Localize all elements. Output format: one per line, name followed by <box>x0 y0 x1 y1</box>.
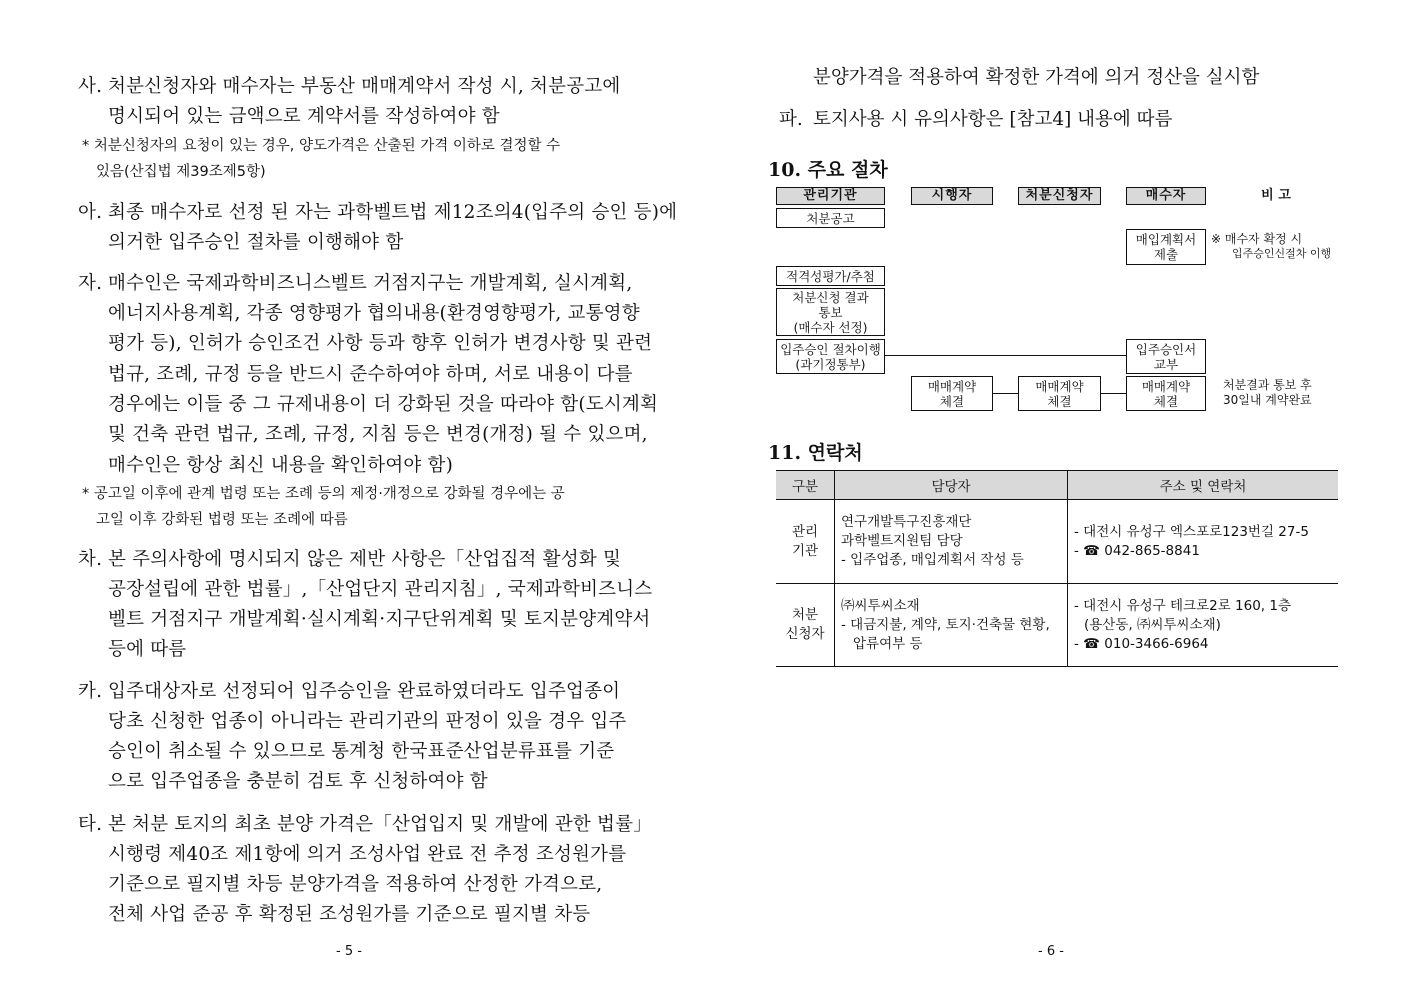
cell-line: 과학벨트지원팀 담당 <box>841 533 963 549</box>
item-line: 기준으로 필지별 차등 분양가격을 적용하여 산정한 가격으로, <box>108 874 603 895</box>
item-line: 당초 신청한 업종이 아니라는 관리기관의 판정이 있을 경우 입주 <box>108 711 627 732</box>
item-line: 으로 입주업종을 충분히 검토 후 신청하여야 함 <box>108 771 488 792</box>
flow-header-agency: 관리기관 <box>776 187 885 205</box>
flow-box-contract-buyer <box>1126 376 1206 411</box>
table-row <box>776 500 1338 584</box>
flow-box-approval-process <box>776 339 885 374</box>
row-person <box>835 500 1068 584</box>
item-line: 매수인은 국제과학비즈니스벨트 거점지구는 개발계획, 실시계획, <box>108 273 633 294</box>
flow-box-text: 입주승인 절차이행 <box>780 341 881 357</box>
table-header-row <box>776 471 1338 500</box>
contact-table <box>776 470 1338 667</box>
item-line: 본 처분 토지의 최초 분양 가격은「산업입지 및 개발에 관한 법률」 <box>108 814 652 835</box>
row-person <box>835 584 1068 667</box>
flow-box-text: 매입계획서 <box>1135 232 1197 247</box>
flow-box-result-notice <box>776 288 885 336</box>
flow-box-notice <box>776 208 885 228</box>
cell-line: (용산동, ㈜씨투씨소재) <box>1084 616 1221 633</box>
cell-line: - 대전시 유성구 테크로2로 160, 1층 <box>1074 597 1292 614</box>
cell-line: - 입주업종, 매입계획서 작성 등 <box>841 552 1024 568</box>
cell-line: - 대전시 유성구 엑스포로123번길 27-5 <box>1074 523 1309 540</box>
flow-box-text: 체결 <box>1153 393 1179 409</box>
flow-box-text: 통보 <box>818 304 843 320</box>
item-line: 토지사용 시 유의사항은 [참고4] 내용에 따름 <box>813 109 1173 130</box>
flow-box-text: 매매계약 <box>1141 378 1191 394</box>
item-line: 입주대상자로 선정되어 입주승인을 완료하였더라도 입주업종이 <box>108 681 621 702</box>
flow-header-remarks: 비 고 <box>1261 188 1291 203</box>
flow-box-text: 입주승인서 <box>1135 341 1197 357</box>
flow-note-line: 처분결과 통보 후 <box>1223 378 1312 392</box>
item-label: 파. <box>779 109 803 130</box>
item-line: 시행령 제40조 제1항에 의거 조성사업 완료 전 추정 조성원가를 <box>108 844 627 865</box>
cell-line: 처분 <box>791 607 819 623</box>
flow-connector <box>992 393 1018 394</box>
flow-box-text: (과기정통부) <box>795 356 866 372</box>
cell-line: 관리 <box>791 523 819 540</box>
item-line: 전체 사업 준공 후 확정된 조성원가를 기준으로 필지별 차등 <box>108 904 591 925</box>
table-row <box>776 584 1338 667</box>
cell-line: - 대금지불, 계약, 토지·건축물 현황, <box>841 616 1050 633</box>
flow-box-text: (매수자 선정) <box>793 319 868 335</box>
flow-box-text: 체결 <box>939 393 965 409</box>
header-person: 담당자 <box>835 471 1068 500</box>
note-line: * 공고일 이후에 관계 법령 또는 조례 등의 제정·개정으로 강화될 경우에는 공 <box>82 486 565 502</box>
flow-box-text: 체결 <box>1047 393 1072 409</box>
item-label: 타. <box>78 814 103 835</box>
page-number: - 6 - <box>1038 944 1064 959</box>
cell-line: ㈜씨투씨소재 <box>841 597 920 614</box>
item-line: 평가 등), 인허가 승인조건 사항 등과 향후 인허가 변경사항 및 관련 <box>108 333 653 354</box>
item-line: 본 주의사항에 명시되지 않은 제반 사항은「산업집적 활성화 및 <box>108 549 622 570</box>
item-line: 매수인은 항상 최신 내용을 확인하여야 함) <box>108 455 454 476</box>
item-label: 사. <box>78 76 103 97</box>
flow-box-contract-operator <box>911 376 993 411</box>
item-label: 자. <box>78 273 103 294</box>
item-line: 처분신청자와 매수자는 부동산 매매계약서 작성 시, 처분공고에 <box>108 76 621 97</box>
item-line: 에너지사용계획, 각종 영향평가 협의내용(환경영향평가, 교통영향 <box>108 303 640 324</box>
item-line: 승인이 취소될 수 있으므로 통계청 한국표준산업분류표를 기준 <box>108 741 615 762</box>
item-line: 및 건축 관련 법규, 조례, 규정, 지침 등은 변경(개정) 될 수 있으며, <box>108 424 648 445</box>
flow-box-text: 적격성평가/추첨 <box>786 268 875 284</box>
flow-note-line: ※ 매수자 확정 시 <box>1211 232 1303 246</box>
item-label: 카. <box>78 681 103 702</box>
flow-box-text: 매매계약 <box>927 378 977 394</box>
cell-line: - ☎ 010-3466-6964 <box>1074 635 1209 652</box>
item-line: 명시되어 있는 금액으로 계약서를 작성하여야 함 <box>108 106 500 127</box>
flow-box-text: 교부 <box>1153 356 1179 372</box>
flow-box-text: 처분신청 결과 <box>792 289 869 305</box>
cell-line: 연구개발특구진흥재단 <box>841 514 972 530</box>
row-address <box>1068 584 1339 667</box>
item-line: 최종 매수자로 선정 된 자는 과학벨트법 제12조의4(입주의 승인 등)에 <box>108 202 678 223</box>
flow-box-text: 처분공고 <box>806 210 855 226</box>
header-category: 구분 <box>776 471 835 500</box>
row-address <box>1068 500 1339 584</box>
flow-connector <box>1100 393 1126 394</box>
flow-header-buyer: 매수자 <box>1126 187 1206 205</box>
item-label: 차. <box>78 549 103 570</box>
note-line: 고일 이후 강화된 법령 또는 조례에 따름 <box>96 512 348 528</box>
flow-box-purchase-plan <box>1126 229 1206 265</box>
flow-box-text: 제출 <box>1153 247 1179 262</box>
cell-line: 기관 <box>791 542 819 559</box>
flow-box-contract-applicant <box>1018 376 1101 411</box>
section-10-title: 10. 주요 절차 <box>768 159 888 181</box>
cell-line: - ☎ 042-865-8841 <box>1074 542 1200 559</box>
row-category <box>776 584 835 667</box>
cell-line: 압류여부 등 <box>853 635 923 652</box>
flow-box-text: 매매계약 <box>1035 378 1084 394</box>
item-line: 의거한 입주승인 절차를 이행해야 함 <box>108 232 404 253</box>
flow-box-evaluation <box>776 266 885 286</box>
item-line: 공장설립에 관한 법률」,「산업단지 관리지침」, 국제과학비즈니스 <box>108 579 653 600</box>
item-label: 아. <box>78 202 103 223</box>
flow-connector <box>884 355 1126 356</box>
section-11-title: 11. 연락처 <box>768 442 863 464</box>
flow-header-applicant: 처분신청자 <box>1018 187 1101 205</box>
note-line: 있음(산집법 제39조제5항) <box>96 164 266 180</box>
header-address: 주소 및 연락처 <box>1068 471 1339 500</box>
item-line: 벨트 거점지구 개발계획·실시계획·지구단위계획 및 토지분양계약서 <box>108 609 651 630</box>
item-line: 등에 따름 <box>108 639 187 660</box>
row-category <box>776 500 835 584</box>
flow-note-line: 입주승인신절차 이행 <box>1232 247 1332 260</box>
page-number: - 5 - <box>336 944 362 959</box>
flow-note-line: 30일내 계약완료 <box>1223 393 1312 407</box>
continued-line: 분양가격을 적용하여 확정한 가격에 의거 정산을 실시함 <box>813 67 1260 88</box>
note-line: * 처분신청자의 요청이 있는 경우, 양도가격은 산출된 가격 이하로 결정할 수 <box>82 138 561 154</box>
item-line: 경우에는 이들 중 그 규제내용이 더 강화된 것을 따라야 함(도시계획 <box>108 394 659 415</box>
cell-line: 신청자 <box>785 626 825 642</box>
item-line: 법규, 조례, 규정 등을 반드시 준수하여야 하며, 서로 내용이 다를 <box>108 364 633 385</box>
flow-header-operator: 시행자 <box>911 187 993 205</box>
flow-box-approval-issue <box>1126 339 1206 374</box>
